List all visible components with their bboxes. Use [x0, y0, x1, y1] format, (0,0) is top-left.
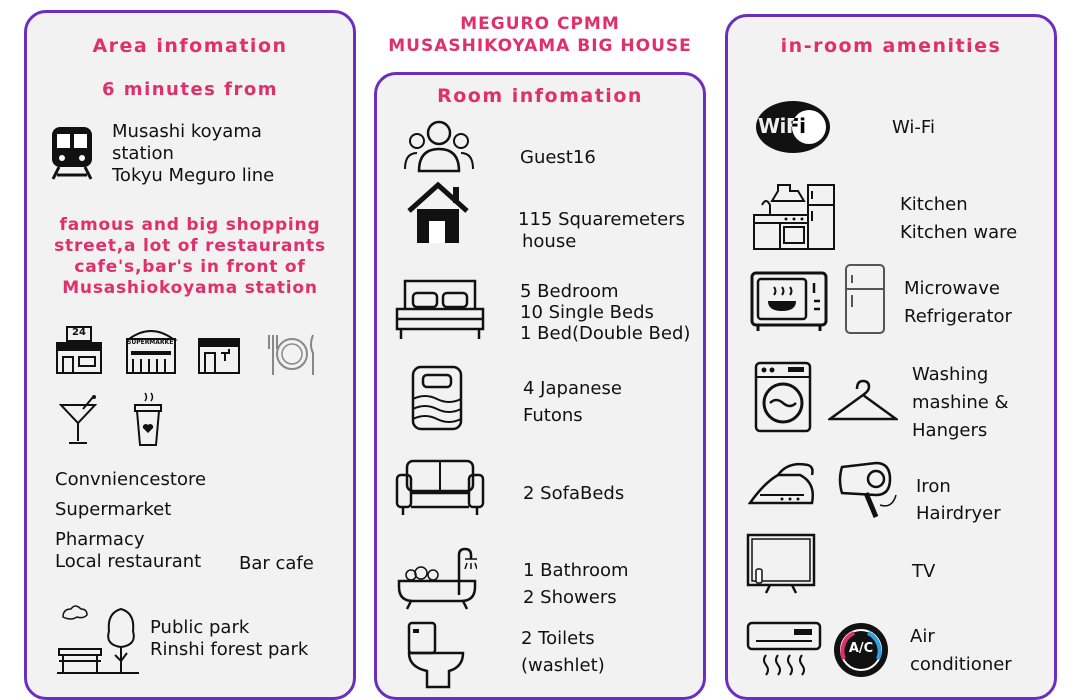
ac-line2: conditioner — [910, 654, 1012, 675]
park-icon — [55, 603, 141, 675]
amenities-panel — [725, 14, 1057, 700]
house-icon — [407, 181, 469, 245]
area-info-panel — [24, 10, 356, 700]
refrigerator-icon — [844, 263, 886, 335]
guests-text: Guest16 — [520, 147, 596, 168]
shopping-line3: cafe's,bar's in front of — [74, 257, 306, 277]
restaurant-icon — [265, 331, 319, 377]
guests-icon — [403, 119, 475, 173]
washing-line1: Washing — [912, 364, 989, 385]
house-size-text — [518, 209, 685, 253]
iron-text — [916, 473, 1001, 527]
kitchen-icon — [752, 181, 836, 251]
shower-count: 2 Showers — [523, 587, 617, 608]
washing-line2: mashine & — [912, 392, 1009, 413]
area-info-heading: Area infomation — [92, 35, 288, 57]
hairdryer-line: Hairdryer — [916, 503, 1001, 524]
station-name-line2: station — [112, 143, 174, 164]
ac-line1: Air — [910, 626, 935, 647]
sofa-icon — [395, 457, 485, 517]
microwave-icon — [750, 271, 828, 333]
shopping-line4: Musashiokoyama station — [62, 278, 318, 298]
refrigerator-line: Refrigerator — [904, 306, 1012, 327]
kitchen-line2: Kitchen ware — [900, 222, 1018, 243]
hairdryer-icon — [836, 459, 900, 521]
station-name-line1: Musashi koyama — [112, 121, 262, 142]
house-size-line1: 115 Squaremeters — [518, 209, 685, 230]
nearby-places-list — [55, 465, 206, 555]
iron-line: Iron — [916, 476, 951, 497]
wifi-icon — [754, 99, 832, 155]
microwave-line1: Microwave — [904, 278, 1000, 299]
futons-line1: 4 Japanese — [523, 378, 622, 399]
station-line-name: Tokyu Meguro line — [112, 165, 275, 186]
beds-double: 1 Bed(Double Bed) — [520, 323, 691, 344]
futon-icon — [411, 365, 463, 431]
bathroom-count: 1 Bathroom — [523, 560, 629, 581]
coffee-cup-icon — [131, 391, 165, 447]
sofa-beds-text: 2 SofaBeds — [523, 483, 625, 504]
place-local-restaurant: Local restaurant — [55, 551, 202, 572]
beds-single: 10 Single Beds — [520, 302, 654, 323]
futons-line2: Futons — [523, 405, 583, 426]
shopping-line1: famous and big shopping — [59, 215, 321, 235]
room-info-panel — [374, 72, 706, 700]
wifi-text: Wi-Fi — [892, 117, 935, 138]
tv-icon — [746, 533, 816, 595]
place-bar-cafe: Bar cafe — [239, 553, 314, 574]
park-rinshi-forest: Rinshi forest park — [150, 639, 309, 660]
place-convenience-store: Convniencestore — [55, 469, 207, 490]
store-24-badge: 24 — [72, 327, 86, 338]
ac-badge-text: A/C — [848, 641, 874, 656]
beds-bedrooms: 5 Bedroom — [520, 281, 619, 302]
wifi-logo-text: WiFi — [758, 114, 806, 138]
room-info-heading: Room infomation — [437, 85, 643, 107]
pharmacy-icon — [195, 329, 243, 377]
page-title-line1: MEGURO CPMM — [460, 14, 620, 34]
area-info-subheading: 6 minutes from — [102, 79, 278, 100]
amenities-heading: in-room amenities — [780, 35, 1002, 57]
kitchen-line1: Kitchen — [900, 194, 968, 215]
cocktail-icon — [59, 395, 97, 447]
air-conditioner-icon — [746, 621, 822, 679]
bathtub-icon — [397, 545, 477, 611]
ac-text — [910, 623, 1012, 679]
microwave-text — [904, 275, 1012, 331]
supermarket-sign: SUPERMARKET — [127, 339, 178, 346]
bathroom-text — [523, 557, 629, 611]
beds-text — [520, 281, 690, 344]
shopping-street-text — [27, 215, 353, 299]
bed-icon — [395, 275, 485, 341]
shopping-line2: street,a lot of restaurants — [54, 236, 326, 256]
station-text — [112, 121, 274, 187]
washing-text — [912, 361, 1009, 445]
hanger-icon — [828, 379, 898, 427]
toilets-washlet: (washlet) — [521, 655, 605, 676]
house-size-line2: house — [522, 231, 577, 252]
futons-text — [523, 375, 622, 429]
train-icon — [49, 125, 95, 181]
hangers-line: Hangers — [912, 420, 988, 441]
tv-text: TV — [912, 561, 936, 582]
iron-icon — [748, 457, 818, 509]
convenience-store-icon — [53, 325, 105, 377]
toilets-count: 2 Toilets — [521, 628, 595, 649]
ac-badge-icon — [832, 621, 890, 679]
supermarket-icon — [123, 325, 179, 377]
toilet-icon — [407, 621, 465, 689]
toilets-text — [521, 625, 605, 679]
kitchen-text — [900, 191, 1017, 247]
place-pharmacy: Pharmacy — [55, 529, 145, 550]
park-text — [150, 617, 308, 661]
washing-machine-icon — [754, 361, 812, 433]
park-public: Public park — [150, 617, 250, 638]
page-title-line2: MUSASHIKOYAMA BIG HOUSE — [388, 36, 692, 56]
place-supermarket: Supermarket — [55, 499, 172, 520]
